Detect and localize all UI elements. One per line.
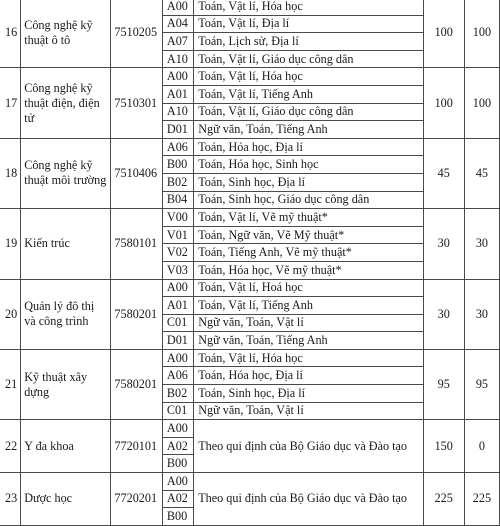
combination-code: A00 <box>162 68 193 86</box>
combination-code: B04 <box>162 191 193 209</box>
combination-subjects: Toán, Vật lí, Hoá học <box>194 279 423 297</box>
quota-secondary: 95 <box>464 349 499 419</box>
combination-code: A04 <box>162 15 193 33</box>
combination-code: B02 <box>162 385 193 403</box>
combination-subjects: Toán, Vật lí, Tiếng Anh <box>194 85 423 103</box>
row-number: 16 <box>0 0 21 68</box>
combination-subjects: Theo qui định của Bộ Giáo dục và Đào tạo <box>194 420 423 473</box>
quota-secondary: 30 <box>464 279 499 349</box>
combination-code: V03 <box>162 261 193 279</box>
combination-subjects: Toán, Vật lí, Hóa học <box>194 68 423 86</box>
quota-secondary: 45 <box>464 138 499 208</box>
major-name: Dược học <box>21 473 111 526</box>
combination-code: B00 <box>162 156 193 174</box>
combination-subjects: Toán, Tiếng Anh, Vẽ mỹ thuật* <box>194 244 423 262</box>
table-row <box>0 279 500 297</box>
quota-primary: 95 <box>423 349 464 419</box>
major-name: Kỹ thuật xây dựng <box>21 349 111 419</box>
combination-code: A07 <box>162 33 193 51</box>
combination-code: D01 <box>162 332 193 350</box>
combination-subjects: Toán, Hóa học, Địa lí <box>194 367 423 385</box>
combination-subjects: Toán, Sinh học, Giáo dục công dân <box>194 191 423 209</box>
combination-code: A00 <box>162 349 193 367</box>
quota-primary: 30 <box>423 209 464 279</box>
table-row <box>0 138 500 156</box>
combination-code: A01 <box>162 297 193 315</box>
row-number: 17 <box>0 68 21 138</box>
major-name: Công nghệ kỹ thuật môi trường <box>21 138 111 208</box>
table-row <box>0 209 500 227</box>
row-number: 19 <box>0 209 21 279</box>
combination-subjects: Toán, Hóa học, Vẽ mỹ thuật* <box>194 261 423 279</box>
combination-code: A02 <box>162 490 193 508</box>
table-row <box>0 349 500 367</box>
table-row <box>0 68 500 86</box>
combination-code: A10 <box>162 103 193 121</box>
quota-secondary: 225 <box>464 473 499 526</box>
quota-secondary: 100 <box>464 68 499 138</box>
major-name: Công nghệ kỹ thuật điện, điện tử <box>21 68 111 138</box>
combination-subjects: Toán, Vật lí, Địa lí <box>194 15 423 33</box>
combination-subjects: Toán, Sinh học, Địa lí <box>194 385 423 403</box>
combination-subjects: Ngữ văn, Toán, Tiếng Anh <box>194 121 423 139</box>
major-code: 7510406 <box>111 138 162 208</box>
major-code: 7510205 <box>111 0 162 68</box>
combination-code: A00 <box>162 473 193 491</box>
combination-code: A06 <box>162 138 193 156</box>
quota-secondary: 0 <box>464 420 499 473</box>
row-number: 22 <box>0 420 21 473</box>
combination-code: A00 <box>162 420 193 438</box>
table-row <box>0 420 500 438</box>
combination-subjects: Theo qui định của Bộ Giáo dục và Đào tạo <box>194 473 423 526</box>
major-name: Quản lý đô thị và công trình <box>21 279 111 349</box>
combination-code: A00 <box>162 279 193 297</box>
combination-subjects: Toán, Sinh học, Địa lí <box>194 173 423 191</box>
combination-code: A02 <box>162 437 193 455</box>
quota-secondary: 100 <box>464 0 499 68</box>
combination-subjects: Ngữ văn, Toán, Vật lí <box>194 402 423 420</box>
quota-primary: 45 <box>423 138 464 208</box>
major-name: Công nghệ kỹ thuật ô tô <box>21 0 111 68</box>
major-code: 7580201 <box>111 279 162 349</box>
combination-subjects: Ngữ văn, Toán, Tiếng Anh <box>194 332 423 350</box>
combination-code: A06 <box>162 367 193 385</box>
quota-secondary: 30 <box>464 209 499 279</box>
row-number: 23 <box>0 473 21 526</box>
combination-subjects: Ngữ văn, Toán, Vật lí <box>194 314 423 332</box>
combination-code: C01 <box>162 314 193 332</box>
quota-primary: 225 <box>423 473 464 526</box>
combination-subjects: Toán, Lịch sử, Địa lí <box>194 33 423 51</box>
combination-subjects: Toán, Ngữ văn, Vẽ Mỹ thuật* <box>194 226 423 244</box>
combination-code: C01 <box>162 402 193 420</box>
combination-code: A00 <box>162 0 193 15</box>
quota-primary: 100 <box>423 68 464 138</box>
combination-code: V02 <box>162 244 193 262</box>
combination-subjects: Toán, Hóa học, Địa lí <box>194 138 423 156</box>
combination-subjects: Toán, Vật lí, Giáo dục công dân <box>194 50 423 68</box>
table-row <box>0 473 500 491</box>
row-number: 18 <box>0 138 21 208</box>
combination-code: V00 <box>162 209 193 227</box>
major-code: 7720101 <box>111 420 162 473</box>
combination-subjects: Toán, Vật lí, Tiếng Anh <box>194 297 423 315</box>
quota-primary: 100 <box>423 0 464 68</box>
major-code: 7720201 <box>111 473 162 526</box>
major-code: 7580101 <box>111 209 162 279</box>
major-code: 7580201 <box>111 349 162 419</box>
combination-code: B02 <box>162 173 193 191</box>
row-number: 21 <box>0 349 21 419</box>
combination-subjects: Toán, Vật lí, Hóa học <box>194 349 423 367</box>
combination-code: A01 <box>162 85 193 103</box>
combination-subjects: Toán, Hóa học, Sinh học <box>194 156 423 174</box>
major-name: Kiến trúc <box>21 209 111 279</box>
major-code: 7510301 <box>111 68 162 138</box>
combination-subjects: Toán, Vật lí, Hóa học <box>194 0 423 15</box>
combination-subjects: Toán, Vật lí, Vẽ mỹ thuật* <box>194 209 423 227</box>
table-row <box>0 0 500 15</box>
combination-code: V01 <box>162 226 193 244</box>
row-number: 20 <box>0 279 21 349</box>
quota-primary: 30 <box>423 279 464 349</box>
combination-code: B00 <box>162 455 193 473</box>
combination-code: D01 <box>162 121 193 139</box>
combination-code: A10 <box>162 50 193 68</box>
combination-code: B00 <box>162 508 193 526</box>
combination-subjects: Toán, Vật lí, Giáo dục công dân <box>194 103 423 121</box>
major-name: Y đa khoa <box>21 420 111 473</box>
quota-primary: 150 <box>423 420 464 473</box>
